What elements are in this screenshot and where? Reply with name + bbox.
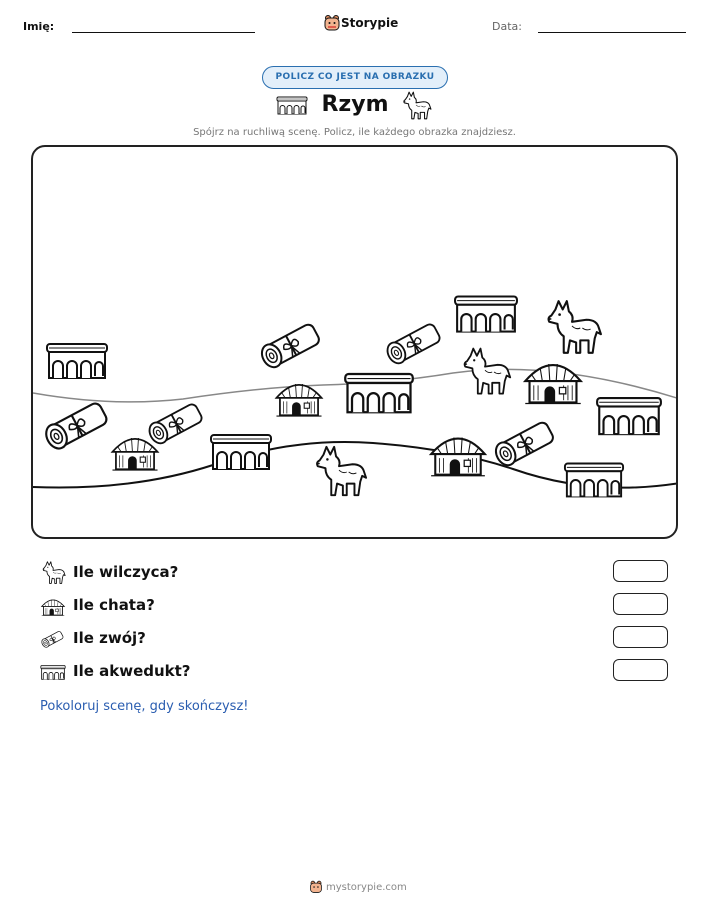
- scene-aqueduct: [45, 337, 109, 383]
- scene-aqueduct: [209, 429, 273, 473]
- color-instruction: Pokoloruj scenę, gdy skończysz!: [40, 699, 249, 714]
- scene-wolf: [539, 297, 605, 359]
- answer-box-scroll[interactable]: [613, 626, 668, 648]
- date-label: Data:: [492, 20, 522, 33]
- wolf-icon: [40, 560, 66, 586]
- counting-scene: [31, 145, 678, 539]
- brand-name: Storypie: [341, 16, 399, 30]
- scene-scroll: [383, 319, 447, 367]
- scene-hut: [273, 373, 325, 421]
- answer-box-aqueduct[interactable]: [613, 659, 668, 681]
- scene-hut: [521, 351, 585, 409]
- scene-hut: [109, 427, 161, 475]
- storypie-logo-icon: [309, 879, 323, 893]
- aqueduct-icon: [40, 659, 66, 685]
- footer-site: mystorypie.com: [326, 882, 407, 893]
- question-label: Ile akwedukt?: [73, 662, 191, 680]
- scene-aqueduct: [343, 367, 415, 417]
- scene-hut: [427, 425, 489, 481]
- scene-wolf: [457, 345, 513, 399]
- scroll-icon: [40, 626, 66, 652]
- scene-aqueduct: [453, 290, 519, 336]
- name-label: Imię:: [23, 20, 55, 33]
- storypie-logo-icon: [323, 14, 341, 32]
- instructions: Spójrz na ruchliwą scenę. Policz, ile każdego obrazka znajdziesz.: [193, 127, 516, 138]
- page-title: Rzym: [321, 92, 389, 117]
- answer-box-wolf[interactable]: [613, 560, 668, 582]
- scene-scroll: [257, 319, 327, 371]
- activity-badge: POLICZ CO JEST NA OBRAZKU: [262, 66, 448, 89]
- scene-wolf: [309, 443, 369, 501]
- answer-box-hut[interactable]: [613, 593, 668, 615]
- question-label: Ile wilczyca?: [73, 563, 179, 581]
- question-label: Ile zwój?: [73, 629, 146, 647]
- scene-aqueduct: [595, 391, 663, 439]
- scene-scroll: [491, 417, 561, 469]
- question-label: Ile chata?: [73, 596, 155, 614]
- hut-icon: [40, 593, 66, 619]
- name-line[interactable]: [72, 32, 255, 33]
- wolf-icon: [400, 90, 432, 122]
- date-line[interactable]: [538, 32, 686, 33]
- scene-aqueduct: [563, 457, 625, 501]
- scene-scroll: [41, 397, 115, 453]
